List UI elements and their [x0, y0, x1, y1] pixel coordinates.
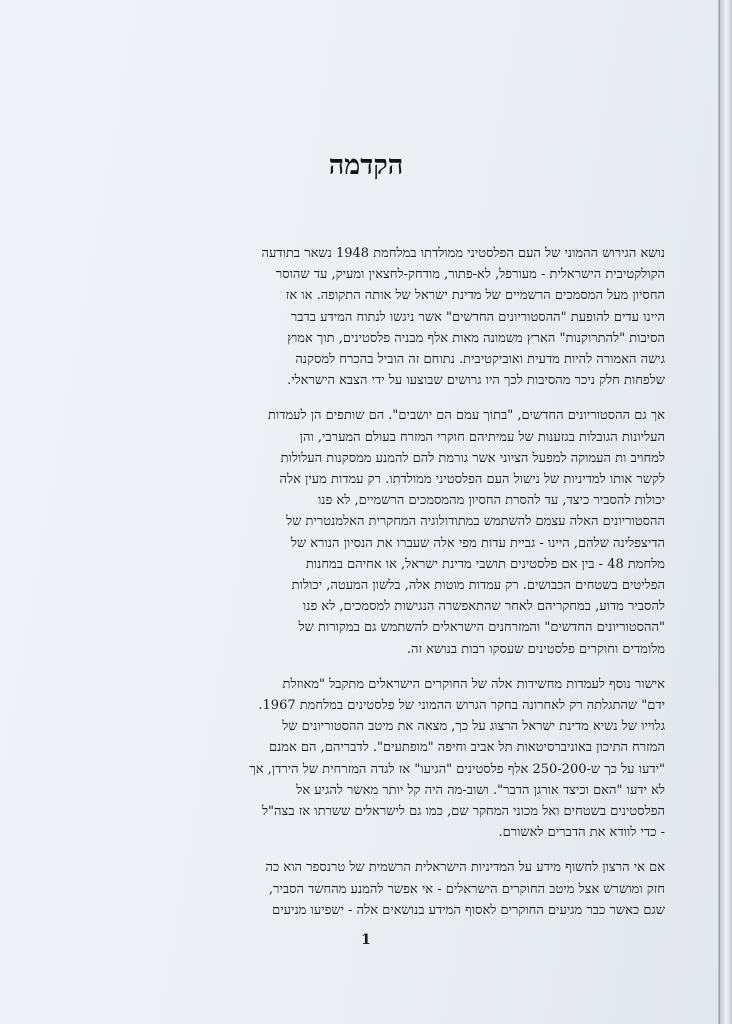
text-line: שלפחות חלק ניכר מהסיבות לכך היו גרושים שבוצעו על ידי הצבא הישראלי. — [287, 373, 665, 389]
text-line: למחויב ות העמוקה למפעל הציוני אשר גורמת להם להמנע ממסקנות העלולות — [280, 450, 665, 466]
paragraph-1 — [78, 243, 665, 391]
text-line: המזרח התיכון באוניברסיטאות תל אביב וחיפה "מופתעים". לדבריהם, הם אמנם — [268, 740, 665, 756]
text-line: להסביר מדוע, במחקריהם לאחר שהתאפשרה הנגישות למסמכים, לא פנו — [302, 599, 665, 615]
text-line: לא ידעו "האם וכיצד אורגן הדבר". ושוב-מה היה קל יותר מאשר להגיע אל — [296, 782, 665, 798]
paragraph-4 — [78, 857, 665, 921]
text-line: אך גם ההסטוריונים החדשים, "בתוך עמם הם יושבים". הם שותפים הן לעמדות — [267, 408, 665, 424]
text-line: הדיצפלינה שלהם, היינו - גביית עדות מפי אלה שעברו את הנסיון הנורא של — [290, 535, 665, 551]
text-line: "ההסטוריונים החדשים" והמזרחנים הישראלים להשתמש גם במקורות של — [298, 620, 665, 636]
text-line: גישה האמורה להיות מדעית ואוביקטיבית. נתוחם זה הוביל בהכרח למסקנה — [295, 352, 665, 368]
text-line: היינו עדים להופעת "ההסטוריונים החדשים" אשר ניגשו לנתוח המידע בדבר — [290, 309, 665, 325]
text-line: ידם" שהתגלתה רק לאחרונה בחקר הגרוש ההמוני של פלסטינים במלחמת 1967. — [258, 698, 665, 714]
text-line: אם אי הרצון לחשוף מידע על המדיניות הישראלית הרשמית של טרנספר הוא כה — [265, 860, 665, 876]
text-line: שגם כאשר כבר מגיעים החוקרים לאסוף המידע בנושאים אלה - ישפיעו מניעים — [272, 902, 665, 918]
text-line: חזק ומושרש אצל מיטב החוקרים הישראלים - אי אפשר להמנע מהחשד הסביר, — [268, 881, 665, 897]
paragraph-2 — [78, 405, 665, 659]
text-line: הקולקטיבית הישראלית - מעורפל, לא-פתור, מודחק-לחצאין ומעיק, עד שהוסר — [275, 267, 665, 283]
text-line: נושא הגירוש ההמוני של העם הפלסטיני ממולדתו במלחמת 1948 נשאר בתודעה — [261, 246, 665, 261]
text-line: מלחמת 48 - בין אם פלסטינים תושבי מדינת ישראל, או אחיהם במחנות — [305, 556, 665, 572]
text-line: הפליטים בשטחים הכבושים. רק עמדות מוטות אלה, בלשון המעטה, יכולות — [291, 578, 665, 594]
body-text — [78, 243, 665, 935]
text-line: - כדי לוודא את הדברים לאשורם. — [498, 825, 665, 841]
text-line: גלוייו של נשיא מדינת ישראל הרצוג על כך, מצאה את מיטב ההסטוריונים של — [282, 719, 665, 735]
text-line: החסיון מעל המסמכים הרשמיים של מדינת ישראל של אותה התקופה. או אז — [285, 288, 665, 304]
text-line: מלומדים וחוקרים פלסטינים שעסקו רבות בנושא זה. — [406, 641, 665, 657]
text-line: הפלסטינים בשטחים ואל מכוני המחקר שם, כמו גם לישראלים ששרתו אז בצה"ל — [261, 804, 665, 820]
text-line: אישור נוסף לעמדות מחשידות אלה של החוקרים הישראלים מתקבל "מאוזלת — [282, 676, 665, 692]
text-line: העליונות הגובלות בגזענות של עמיתיהם חוקרי המזרח בעולם המערבי, והן — [299, 429, 665, 445]
paragraph-3 — [78, 674, 665, 844]
text-line: יכולות להסביר כיצד, עד להסרת החסיון מהמסמכים הרשמיים, לא פנו — [317, 493, 665, 509]
page-title: הקדמה — [328, 150, 404, 181]
text-line: "ידעו על כך ש-250-200 אלף פלסטינים "הגיעו" אז לגדה המזרחית של הירדן, אך — [249, 761, 665, 777]
text-line: ההסטוריונים האלה עצמם להשתמש במתודולוגיה המחקרית האלמנטרית של — [286, 514, 665, 530]
text-line: לקשר אותו למדיניות של נישול העם הפלסטיני ממולדתו. רק עמדות מעין אלה — [279, 472, 665, 488]
text-line: הסיבות "להתרוקנות" הארץ משמונה מאות אלף מבניה פלסטינים, תוך אמוץ — [287, 330, 665, 346]
page-number: 1 — [361, 932, 371, 948]
